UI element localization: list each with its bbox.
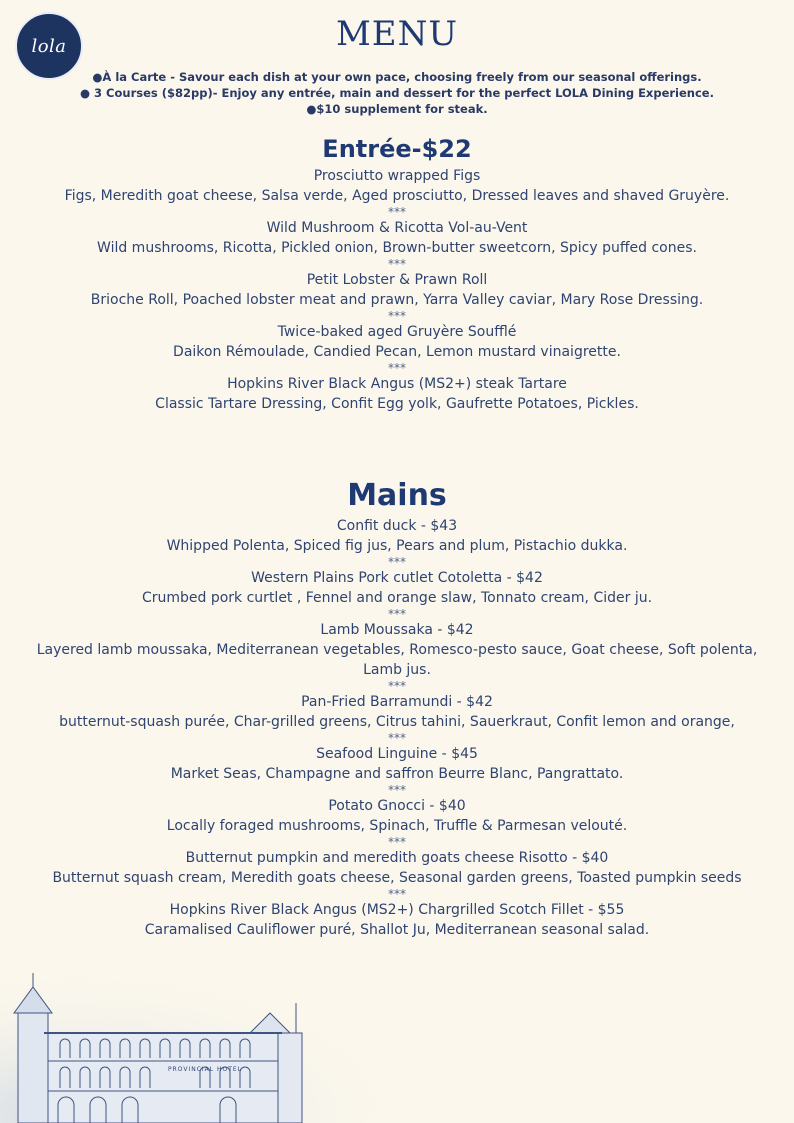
main-item-name: Western Plains Pork cutlet Cotoletta - $42 xyxy=(251,570,543,586)
separator: *** xyxy=(388,887,406,901)
intro-a-la-carte: ●À la Carte - Savour each dish at your own pace, choosing freely from our seasonal offerings. xyxy=(92,70,702,84)
separator: *** xyxy=(388,607,406,621)
main-item-desc: Crumbed pork curtlet , Fennel and orange slaw, Tonnato cream, Cider ju. xyxy=(141,590,653,606)
entree-list xyxy=(0,166,794,414)
main-item-name: Potato Gnocci - $40 xyxy=(328,798,466,814)
main-item-desc: Locally foraged mushrooms, Spinach, Truffle & Parmesan velouté. xyxy=(166,818,628,834)
mains-list xyxy=(0,516,794,940)
main-item-desc: Market Seas, Champagne and saffron Beurre Blanc, Pangrattato. xyxy=(170,766,624,782)
entree-item-desc: Wild mushrooms, Ricotta, Pickled onion, Brown-butter sweetcorn, Spicy puffed cones. xyxy=(97,240,697,256)
main-item-desc: Caramalised Cauliflower puré, Shallot Ju, Mediterranean seasonal salad. xyxy=(144,922,650,938)
separator: *** xyxy=(388,731,406,745)
entree-item-name: Twice-baked aged Gruyère Soufflé xyxy=(277,324,517,340)
intro-steak-supplement: ●$10 supplement for steak. xyxy=(306,102,488,116)
entree-item-name: Hopkins River Black Angus (MS2+) steak Tartare xyxy=(227,376,567,392)
hotel-sign-text: PROVINCIAL HOTEL xyxy=(167,1066,243,1073)
main-item-name: Confit duck - $43 xyxy=(336,518,458,534)
separator: *** xyxy=(388,835,406,849)
hotel-illustration xyxy=(0,943,380,1123)
main-item-desc: Butternut squash cream, Meredith goats cheese, Seasonal garden greens, Toasted pumpkin seeds xyxy=(52,870,742,886)
separator: *** xyxy=(388,783,406,797)
main-item-desc: Whipped Polenta, Spiced fig jus, Pears and plum, Pistachio dukka. xyxy=(166,538,628,554)
separator: *** xyxy=(388,257,406,271)
main-item-name: Seafood Linguine - $45 xyxy=(316,746,478,762)
entree-item-desc: Daikon Rémoulade, Candied Pecan, Lemon mustard vinaigrette. xyxy=(173,344,621,360)
entree-item-name: Petit Lobster & Prawn Roll xyxy=(306,272,488,288)
main-item-name: Butternut pumpkin and meredith goats cheese Risotto - $40 xyxy=(185,850,609,866)
separator: *** xyxy=(388,679,406,693)
logo-text: lola xyxy=(31,35,67,57)
separator: *** xyxy=(388,361,406,375)
entree-item-desc: Brioche Roll, Poached lobster meat and prawn, Yarra Valley caviar, Mary Rose Dressing. xyxy=(90,292,704,308)
intro-three-courses: ● 3 Courses ($82pp)- Enjoy any entrée, main and dessert for the perfect LOLA Dining Experience. xyxy=(80,86,714,100)
main-item-name: Pan-Fried Barramundi - $42 xyxy=(301,694,493,710)
main-item-name: Lamb Moussaka - $42 xyxy=(320,622,474,638)
entree-section-title: Entrée-$22 xyxy=(322,135,472,163)
mains-section-title: Mains xyxy=(347,478,447,513)
entree-item-name: Wild Mushroom & Ricotta Vol-au-Vent xyxy=(266,220,528,236)
separator: *** xyxy=(388,555,406,569)
entree-item-desc: Classic Tartare Dressing, Confit Egg yolk, Gaufrette Potatoes, Pickles. xyxy=(155,396,639,412)
entree-item-desc: Figs, Meredith goat cheese, Salsa verde, Aged prosciutto, Dressed leaves and shaved Gruyère. xyxy=(64,188,730,204)
entree-item-name: Prosciutto wrapped Figs xyxy=(313,168,481,184)
main-item-desc: butternut-squash purée, Char-grilled greens, Citrus tahini, Sauerkraut, Confit lemon and orange, xyxy=(59,714,735,730)
separator: *** xyxy=(388,205,406,219)
page-title: MENU xyxy=(335,14,459,54)
separator: *** xyxy=(388,309,406,323)
main-item-name: Hopkins River Black Angus (MS2+) Chargrilled Scotch Fillet - $55 xyxy=(169,902,625,918)
intro-notes xyxy=(0,69,794,117)
main-item-desc: Layered lamb moussaka, Mediterranean vegetables, Romesco-pesto sauce, Goat cheese, Soft polenta, Lamb jus. xyxy=(36,642,758,678)
